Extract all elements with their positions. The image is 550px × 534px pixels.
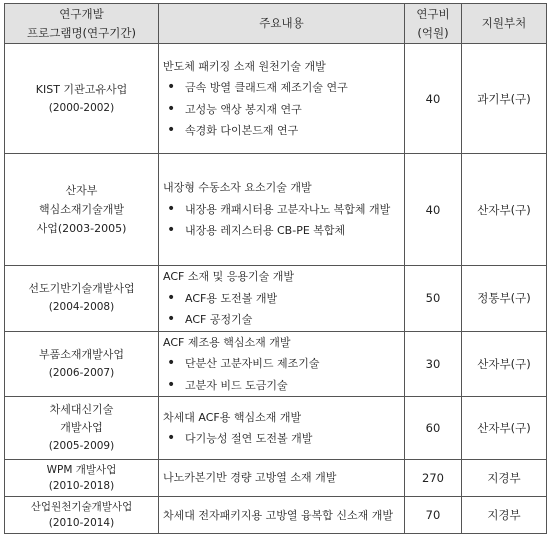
ministry-cell: 과기부(구) (462, 44, 547, 154)
content-cell (159, 266, 405, 332)
research-program-table-container (4, 3, 547, 534)
ministry-cell: 지경부 (462, 460, 547, 497)
program-name-cell (5, 266, 159, 332)
program-name-cell (5, 397, 159, 460)
budget-cell: 50 (405, 266, 462, 332)
table-row (5, 331, 547, 397)
program-name-line: 핵심소재기술개발 (38, 203, 124, 216)
ministry-cell: 정통부(구) (462, 266, 547, 332)
header-budget-line1: 연구비 (416, 6, 450, 21)
content-heading: 내장형 수동소자 요소기술 개발 (163, 181, 312, 195)
content-cell (159, 44, 405, 154)
bullet-item: • 다기능성 절연 도전볼 개발 (163, 428, 400, 450)
table-row (5, 44, 547, 154)
bullet-item: • 내장용 캐패시터용 고분자나노 복합체 개발 (163, 199, 400, 221)
content-cell (159, 397, 405, 460)
content-cell (159, 331, 405, 397)
bullet-item: • 속경화 다이본드재 연구 (163, 120, 400, 142)
ministry-cell: 산자부(구) (462, 154, 547, 266)
budget-cell: 70 (405, 497, 462, 534)
program-name-cell (5, 44, 159, 154)
bullet-item: • ACF 공정기술 (163, 309, 400, 331)
budget-cell: 270 (405, 460, 462, 497)
header-budget-line2: (억원) (417, 25, 449, 40)
content-heading: 차세대 ACF용 핵심소재 개발 (163, 410, 302, 424)
header-program-line1: 연구개발 (59, 6, 104, 21)
program-name-line: 개발사업 (60, 421, 103, 434)
content-cell (159, 460, 405, 497)
bullet-list (163, 199, 400, 242)
program-name-cell (5, 331, 159, 397)
program-name-line: KIST 기관고유사업 (35, 82, 128, 96)
program-name-line: 부품소재개발사업 (38, 347, 124, 361)
bullet-list (163, 353, 400, 396)
bullet-item: • 금속 방열 클래드재 제조기술 연구 (163, 77, 400, 99)
header-program (5, 4, 159, 44)
table-row (5, 266, 547, 332)
bullet-list (163, 428, 400, 450)
content-heading: 차세대 전자패키지용 고방열 융복합 신소재 개발 (163, 508, 394, 522)
table-row (5, 497, 547, 534)
ministry-cell: 지경부 (462, 497, 547, 534)
program-period: (2006-2007) (48, 366, 115, 379)
content-heading: 반도체 패키징 소재 원천기술 개발 (163, 59, 326, 73)
header-content: 주요내용 (159, 4, 405, 44)
bullet-list (163, 288, 400, 331)
program-name-cell (5, 154, 159, 266)
program-period: (2005-2009) (48, 440, 115, 452)
research-program-table (4, 3, 547, 534)
program-name-line: 선도기반기술개발사업 (28, 282, 135, 296)
budget-cell: 60 (405, 397, 462, 460)
program-name-line: 산업원천기술개발사업 (30, 501, 133, 513)
bullet-item: • ACF용 도전볼 개발 (163, 288, 400, 310)
bullet-item: • 단분산 고분자비드 제조기술 (163, 353, 400, 375)
table-row (5, 460, 547, 497)
bullet-item: • 고분자 비드 도금기술 (163, 375, 400, 397)
content-heading: ACF 제조용 핵심소재 개발 (163, 335, 291, 349)
program-period: (2010-2014) (48, 517, 115, 529)
bullet-list (163, 77, 400, 142)
content-heading: ACF 소재 및 응용기술 개발 (163, 270, 294, 283)
ministry-cell: 산자부(구) (462, 397, 547, 460)
budget-cell: 40 (405, 44, 462, 154)
program-period: (2010-2018) (48, 480, 115, 492)
program-name-line: 산자부 (65, 184, 98, 197)
content-heading: 나노카본기반 경량 고방열 소재 개발 (163, 471, 337, 485)
program-period: 사업(2003-2005) (36, 222, 127, 235)
ministry-cell: 산자부(구) (462, 331, 547, 397)
content-cell (159, 154, 405, 266)
program-period: (2000-2002) (48, 101, 115, 114)
program-name-cell (5, 460, 159, 497)
program-name-cell (5, 497, 159, 534)
budget-cell: 40 (405, 154, 462, 266)
program-period: (2004-2008) (48, 301, 115, 314)
content-cell (159, 497, 405, 534)
program-name-line: 차세대신기술 (49, 403, 114, 416)
bullet-item: • 내장용 레지스터용 CB-PE 복합체 (163, 220, 400, 242)
header-budget (405, 4, 462, 44)
budget-cell: 30 (405, 331, 462, 397)
bullet-item: • 고성능 액상 봉지재 연구 (163, 99, 400, 121)
table-row (5, 397, 547, 460)
header-program-line2: 프로그램명(연구기간) (27, 25, 136, 40)
program-name-line: WPM 개발사업 (46, 464, 117, 476)
table-header-row (5, 4, 547, 44)
table-row (5, 154, 547, 266)
header-ministry: 지원부처 (462, 4, 547, 44)
